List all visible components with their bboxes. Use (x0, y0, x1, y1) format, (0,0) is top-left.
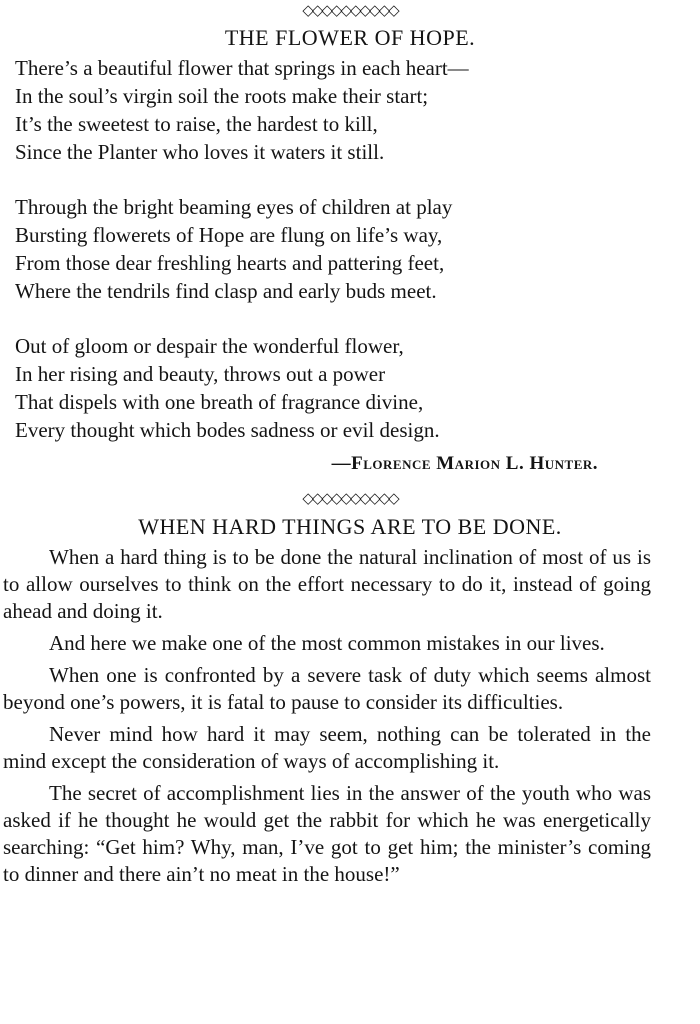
poem-title: THE FLOWER OF HOPE. (224, 25, 476, 50)
poem-stanza-1 (15, 54, 675, 166)
article-paragraph: The secret of accomplishment lies in the answer of the youth who was asked if he thought he would get the rabbit for which he was energetically searching: “Get him? Why, man, I’ve got to get him; the minister’s coming to dinner and there ain’t no meat in the house!” (3, 781, 651, 886)
article-paragraph: When a hard thing is to be done the natural inclination of most of us is to allow ourselves to think on the effort necessary to do it, instead of going ahead and doing it. (3, 545, 651, 623)
top-ornament: ◇◇◇◇◇◇◇◇◇◇ (302, 1, 398, 19)
poem-stanza-2 (15, 193, 675, 305)
middle-ornament: ◇◇◇◇◇◇◇◇◇◇ (302, 489, 398, 507)
poem-stanza-3 (15, 332, 675, 444)
poem-attribution: —Florence Marion L. Hunter. (331, 453, 598, 474)
poem-line: There’s a beautiful flower that springs in each heart— (15, 56, 469, 80)
article-paragraph: Never mind how hard it may seem, nothing can be tolerated in the mind except the consideration of ways of accomplishing it. (3, 722, 651, 773)
poem-line: Since the Planter who loves it waters it still. (15, 140, 385, 164)
article-paragraph: When one is confronted by a severe task of duty which seems almost beyond one’s powers, it is fatal to pause to consider its difficulties. (3, 663, 651, 714)
article-paragraph: And here we make one of the most common mistakes in our lives. (49, 631, 605, 655)
article-body (3, 544, 651, 893)
article-title: WHEN HARD THINGS ARE TO BE DONE. (138, 514, 562, 539)
poem-line: In her rising and beauty, throws out a power (15, 362, 386, 386)
poem-body (15, 54, 675, 471)
poem-line: It’s the sweetest to raise, the hardest to kill, (15, 112, 378, 136)
poem-line: Bursting flowerets of Hope are flung on life’s way, (15, 223, 443, 247)
poem-line: Through the bright beaming eyes of children at play (15, 195, 453, 219)
poem-line: Where the tendrils find clasp and early buds meet. (15, 279, 437, 303)
poem-line: From those dear freshling hearts and pattering feet, (15, 251, 445, 275)
poem-line: Out of gloom or despair the wonderful flower, (15, 334, 404, 358)
poem-line: Every thought which bodes sadness or evil design. (15, 418, 440, 442)
poem-line: That dispels with one breath of fragrance divine, (15, 390, 424, 414)
poem-line: In the soul’s virgin soil the roots make their start; (15, 84, 429, 108)
